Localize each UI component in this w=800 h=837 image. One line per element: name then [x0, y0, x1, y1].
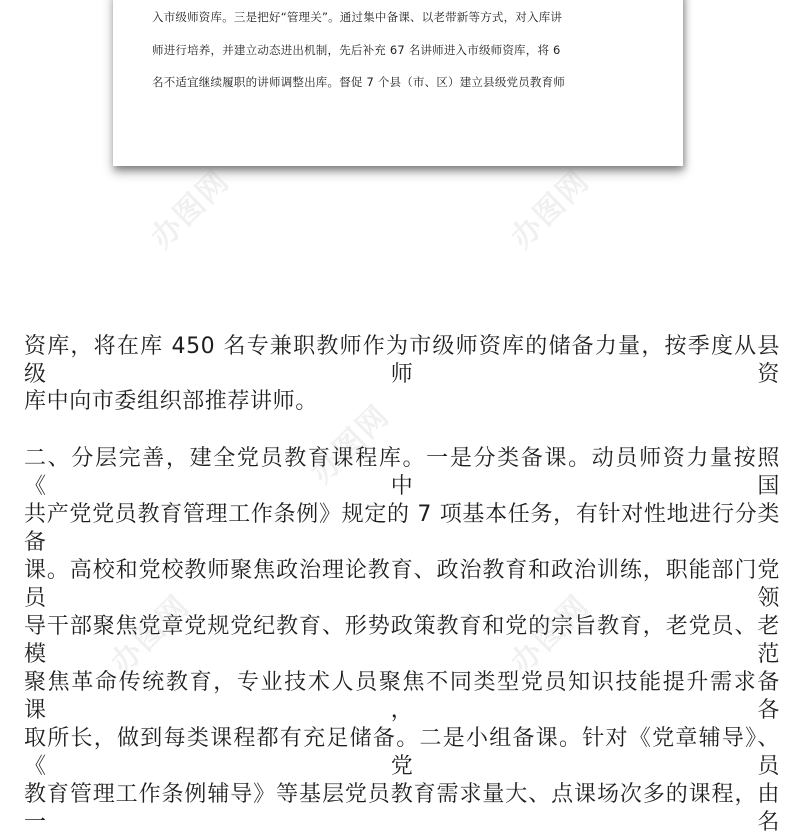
preview-line: 名不适宜继续履职的讲师调整出库。督促 7 个县（市、区）建立县级党员教育师 [152, 75, 566, 89]
preview-line: 师进行培养，并建立动态进出机制，先后补充 67 名讲师进入市级师资库，将 6 [152, 43, 561, 57]
document-line: 课。高校和党校教师聚焦政治理论教育、政治教育和政治训练，职能部门党员领 [24, 558, 780, 611]
watermark: 办图网 [304, 398, 397, 491]
document-line: 共产党党员教育管理工作条例》规定的 7 项基本任务，有针对性地进行分类备 [24, 502, 780, 555]
watermark: 办图网 [504, 163, 597, 256]
watermark: 办图网 [104, 588, 197, 681]
document-line: 库中向市委组织部推荐讲师。 [24, 389, 318, 414]
page-preview-card [113, 0, 683, 166]
section-heading-line: 二、分层完善，建全党员教育课程库。一是分类备课。动员师资力量按照《中国 [24, 446, 780, 499]
document-line: 取所长，做到每类课程都有充足储备。二是小组备课。针对《党章辅导》、《党员 [24, 726, 780, 779]
watermark: 办图网 [144, 163, 237, 256]
document-line: 导干部聚焦党章党规党纪教育、形势政策教育和党的宗旨教育，老党员、老模范 [24, 614, 780, 667]
document-line: 教育管理工作条例辅导》等基层党员教育需求量大、点课场次多的课程，由一名 [24, 782, 780, 835]
document-line: 聚焦革命传统教育，专业技术人员聚焦不同类型党员知识技能提升需求备课，各 [24, 670, 780, 723]
watermark: 办图网 [504, 588, 597, 681]
preview-line: 入市级师资库。三是把好“管理关”。通过集中备课、以老带新等方式，对入库讲 [152, 10, 563, 24]
document-line: 资库，将在库 450 名专兼职教师作为市级师资库的储备力量，按季度从县级师资 [24, 334, 780, 387]
